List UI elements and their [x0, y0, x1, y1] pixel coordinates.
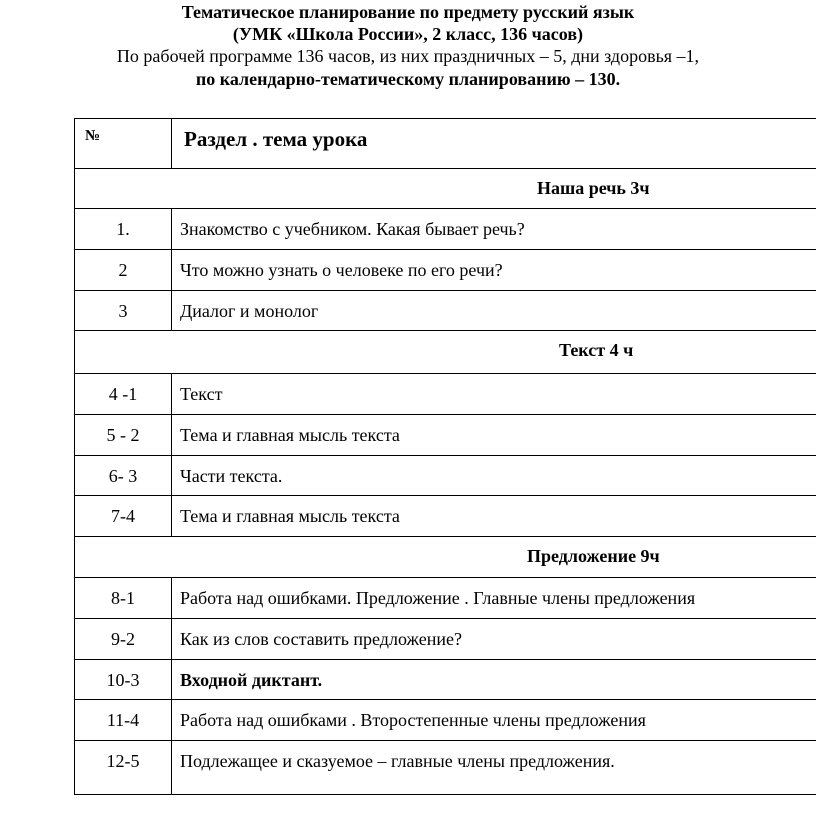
- lesson-number: 3: [75, 291, 172, 330]
- table-row: [75, 741, 816, 795]
- lesson-topic: Как из слов составить предложение?: [180, 629, 462, 649]
- table-row: [75, 578, 816, 619]
- lesson-topic: Работа над ошибками. Предложение . Главные члены предложения: [180, 588, 696, 608]
- table-row: [75, 374, 816, 415]
- section-row: [75, 537, 816, 578]
- lesson-topic: Подлежащее и сказуемое – главные члены предложения.: [180, 751, 615, 771]
- lesson-topic: Текст: [180, 384, 223, 404]
- section-row: [75, 169, 816, 209]
- lesson-topic: Части текста.: [180, 466, 283, 486]
- table-row: [75, 619, 816, 660]
- lesson-topic: Диалог и монолог: [180, 301, 319, 321]
- header-hours-info: По рабочей программе 136 часов, из них праздничных – 5, дни здоровья –1,: [116, 46, 700, 66]
- lesson-number: 1.: [75, 209, 172, 249]
- table-row: [75, 700, 816, 741]
- table-row: [75, 660, 816, 700]
- section-title: Предложение 9ч: [527, 546, 660, 566]
- table-row: [75, 456, 816, 496]
- header-planning-total: по календарно-тематическому планированию – 130.: [195, 69, 621, 89]
- lesson-number: 2: [75, 250, 172, 290]
- lesson-number: 7-4: [75, 496, 172, 536]
- section-row: [75, 331, 816, 374]
- header-subtitle: (УМК «Школа России», 2 класс, 136 часов): [232, 24, 584, 44]
- column-header-number: №: [75, 119, 172, 168]
- lesson-number: 4 -1: [75, 374, 172, 414]
- lesson-number: 12-5: [75, 741, 172, 794]
- table-row: [75, 496, 816, 537]
- table-row: [75, 415, 816, 456]
- lesson-number: 9-2: [75, 619, 172, 659]
- lesson-number: 5 - 2: [75, 415, 172, 455]
- table-header-row: [75, 119, 816, 169]
- lesson-topic: Работа над ошибками . Второстепенные члены предложения: [180, 710, 646, 730]
- lesson-topic: Что можно узнать о человеке по его речи?: [180, 260, 503, 280]
- table-row: [75, 291, 816, 331]
- section-title: Текст 4 ч: [559, 340, 634, 360]
- table-row: [75, 209, 816, 250]
- planning-table: [74, 118, 816, 795]
- section-title: Наша речь 3ч: [537, 178, 650, 198]
- lesson-topic: Тема и главная мысль текста: [180, 506, 400, 526]
- header-title: Тематическое планирование по предмету русский язык: [181, 2, 635, 22]
- lesson-topic: Знакомство с учебником. Какая бывает речь?: [180, 219, 525, 239]
- table-row: [75, 250, 816, 291]
- lesson-number: 11-4: [75, 700, 172, 740]
- lesson-number: 8-1: [75, 578, 172, 618]
- column-header-topic: Раздел . тема урока: [184, 127, 368, 151]
- lesson-number: 6- 3: [75, 456, 172, 495]
- lesson-number: 10-3: [75, 660, 172, 699]
- lesson-topic: Входной диктант.: [180, 670, 323, 690]
- lesson-topic: Тема и главная мысль текста: [180, 425, 400, 445]
